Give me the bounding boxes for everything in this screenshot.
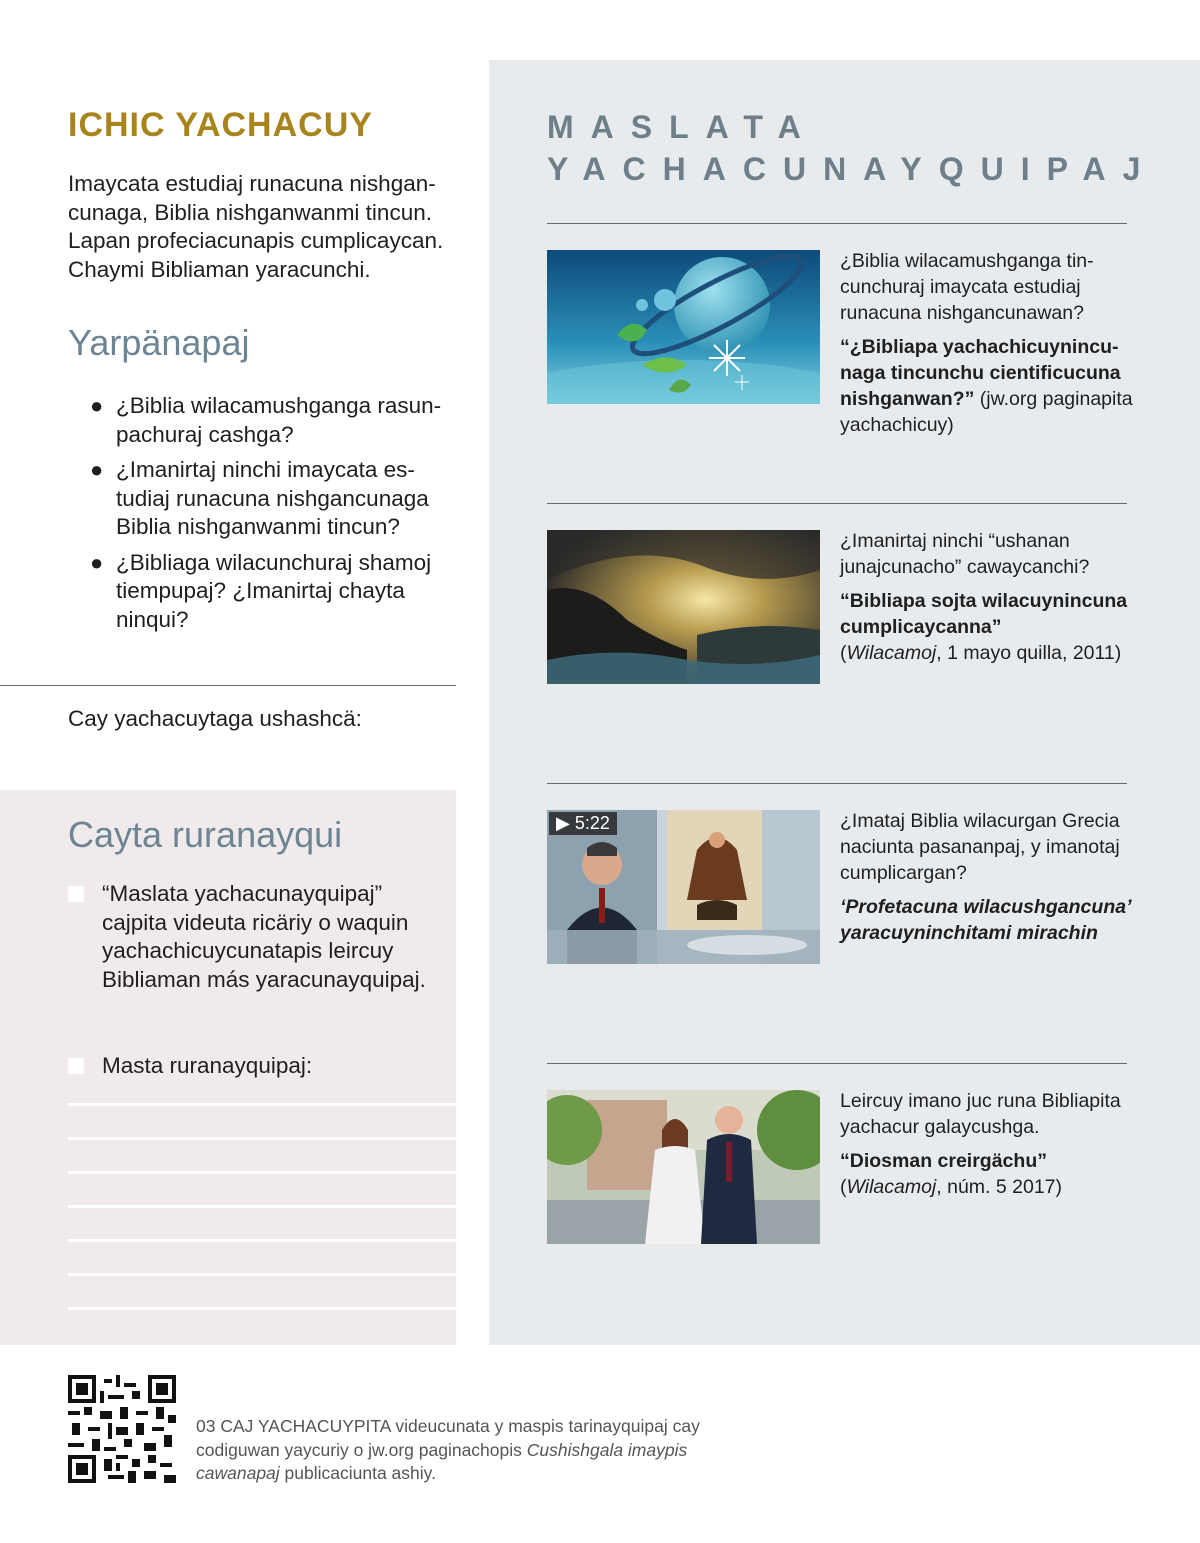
explore-panel	[489, 60, 1200, 1345]
divider	[547, 223, 1127, 224]
bullet-icon: ●	[90, 457, 104, 482]
checkbox[interactable]	[68, 886, 84, 902]
review-heading: Yarpänapaj	[68, 322, 250, 363]
divider	[547, 503, 1127, 504]
stormy-sea-image[interactable]	[547, 530, 820, 684]
bullet-icon: ●	[90, 393, 104, 418]
play-icon: ▶	[556, 813, 570, 833]
explore-heading: MASLATA YACHACUNAYQUIPAJ	[547, 109, 1158, 187]
explore-item-text: ¿Imanirtaj ninchi “ushanan junajcunacho” cawaycanchi? “Bibliapa sojta wilacuynincuna cumplicaycanna” (Wilacamoj, 1 mayo quilla, 2011)	[840, 528, 1135, 666]
couple-photo[interactable]	[547, 1090, 820, 1244]
review-question: ● ¿Imanirtaj ninchi imaycata estudiaj runacuna nishgancunaga Biblia nishganwanmi tincun?	[90, 457, 429, 539]
review-question: ● ¿Bibliaga wilacunchuraj shamoj tiempupaj? ¿Imanirtaj chayta ninqui?	[90, 549, 432, 632]
writing-line[interactable]	[68, 1171, 456, 1174]
article-link[interactable]: “¿Bibliapa yachachicuynincunaga tincunchu cientificucuna nishganwan?” (jw.org paginapita yachachicuy)	[840, 336, 1133, 436]
learned-label: Cay yachacuytaga ushashcä:	[68, 706, 362, 731]
task-item: “Maslata yachacunayquipaj” cajpita videuta ricäriy o waquin yachachicuycunatapis leircuy Bibliaman más yaracunayquipaj.	[68, 880, 428, 994]
footer-note: 03 CAJ YACHACUYPITA videucunata y maspis tarinayquipaj cay codiguwan yaycuriy o jw.org paginachopis Cushishgala imaypis cawanapaj publicaciunta ashiy.	[196, 1416, 700, 1483]
divider	[547, 1063, 1127, 1064]
writing-line[interactable]	[68, 1103, 456, 1106]
bullet-icon: ●	[90, 549, 104, 575]
writing-line[interactable]	[68, 1137, 456, 1140]
video-thumbnail[interactable]	[547, 810, 820, 964]
article-link[interactable]: “Bibliapa sojta wilacuynincuna cumplicaycanna” (Wilacamoj, 1 mayo quilla, 2011)	[840, 590, 1128, 664]
video-link[interactable]: ‘Profetacuna wilacushgancuna’ yaracuyninchitami mirachin	[840, 896, 1131, 944]
summary-text: Imaycata estudiaj runacuna nishgancunaga, Biblia nishganwanmi tincun. Lapan profeciacunapis cumplicaycan. Chaymi Bibliaman yaracunchi.	[68, 171, 444, 282]
try-heading: Cayta ruranayqui	[68, 814, 343, 855]
divider	[0, 685, 456, 686]
explore-item-text: ¿Biblia wilacamushganga tincunchuraj imaycata estudiaj runacuna nishgancunawan? “¿Bibliapa yachachicuynincunaga tincunchu cientificucuna nishganwan?” (jw.org paginapita yachachicuy)	[840, 248, 1135, 438]
task-item: Masta ruranayquipaj:	[68, 1052, 428, 1081]
qr-code-icon[interactable]	[68, 1375, 176, 1483]
summary-heading: ICHIC YACHACUY	[68, 106, 373, 144]
left-column	[0, 0, 456, 1345]
writing-lines[interactable]	[68, 1103, 456, 1341]
video-duration-badge: ▶ 5:22	[549, 812, 617, 835]
writing-line[interactable]	[68, 1239, 456, 1242]
explore-item-text: ¿Imataj Biblia wilacurgan Grecia naciunta pasananpaj, y imanotaj cumplicargan? ‘Profetacuna wilacushgancuna’ yaracuyninchitami mirachin	[840, 808, 1135, 946]
writing-line[interactable]	[68, 1307, 456, 1310]
planet-image[interactable]	[547, 250, 820, 404]
try-this-box	[0, 790, 456, 1345]
explore-item-text: Leircuy imano juc runa Bibliapita yachacur galaycushga. “Diosman creirgächu” (Wilacamoj, núm. 5 2017)	[840, 1088, 1135, 1200]
review-list	[90, 392, 450, 641]
writing-line[interactable]	[68, 1273, 456, 1276]
checkbox[interactable]	[68, 1058, 84, 1074]
review-question: ● ¿Biblia wilacamushganga rasunpachuraj cashga?	[90, 393, 442, 447]
article-link[interactable]: “Diosman creirgächu” (Wilacamoj, núm. 5 2017)	[840, 1150, 1063, 1198]
writing-line[interactable]	[68, 1205, 456, 1208]
divider	[547, 783, 1127, 784]
